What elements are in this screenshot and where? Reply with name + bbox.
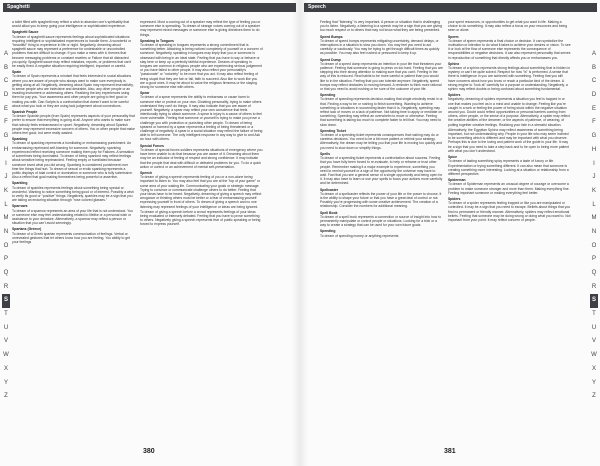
alphabet-tab-t[interactable]: T [4, 311, 8, 318]
entry-text: To dream of a speeding ticket represents a confrontation about success. Feeling that you have fully been forced to re-evaluate, to help or reframe or trust other people. Remember making it a major example to experience, something you need to remind yourself or a sign of the opportunity the universe may have to wait. Fact that you see a general sense of a single opportunity and being open for it. It may also have to learn or use your spells to focus your actions more carefully and be determined. [320, 156, 443, 186]
entry-heading: Spice [448, 155, 458, 160]
alphabet-tab-s[interactable]: S [590, 294, 598, 308]
entry-heading: Speech [140, 170, 153, 175]
alphabet-tab-g[interactable]: G [591, 133, 597, 140]
alphabet-tab-r[interactable]: R [591, 283, 597, 290]
entry-text: To dream of speed bumps represents mitigating uncertainty, demand delays, or interruptions in a situation to slow you down. You may feel you need to act carefully or cautiously. You may be trying to get through difficult times as quickly as possible. You may also feel rushed or pressured to keep it up. [320, 38, 440, 56]
alphabet-tab-u[interactable]: U [3, 324, 9, 331]
entry-heading: Spellcaster [320, 187, 339, 192]
entry-heading: Speaking In Tongues [140, 38, 174, 43]
alphabet-tab-f[interactable]: F [4, 119, 8, 126]
alphabet-tab-p[interactable]: P [591, 256, 596, 263]
entry-text: To dream of giving a speech before a crowd represents feelings of your ideas being evaluated or intensely debated. Feeling that you have to prove something to others. Negatively giving a speech represents fear of public speaking or being forced to express yourself. [140, 209, 261, 227]
alphabet-tab-h[interactable]: H [3, 146, 9, 153]
alphabet-tab-d[interactable]: D [591, 92, 597, 99]
entry-heading: Speed Bumps [320, 34, 343, 39]
alphabet-tab-i[interactable]: I [593, 160, 595, 167]
alphabet-tab-q[interactable]: Q [3, 270, 9, 276]
left-alphabet-index [2, 48, 10, 404]
entry-text: To dream of a sphinx represents strong feelings about something that is hidden in mystery or can't be quite solved. Respect for how "is" is performed. A sense that there is intelligence in you are achieved with something. Feeling that you still have concerns about how you know or reach a particular kind of the dream. A strong engine to "look at" carefully for a purpose or understanding. Negatively, a sphinx may reflect doubts or being confused about something fundamental. [448, 66, 571, 92]
alphabet-tab-o[interactable]: O [591, 242, 597, 249]
alphabet-tab-y[interactable]: Y [3, 379, 8, 386]
alphabet-tab-w[interactable]: W [591, 352, 597, 359]
entry-text: To dream of Spain represents a mindset that feels interested in social situations where you are aware of people who always want to make sure everybody is getting along at all. Negatively, dreaming about Spain may represent insensitivity, to sense people who are indecisive and desirable, Also, any other people or an invading instrument or addressing others. Realizing the key experiences using them for pay you. Your awareness and other people are going to feel good or making you with. Dan Scripts is a confrontation that doesn't want to be careful about what you look or they are using lack judgement about connections. [12, 74, 134, 108]
alphabet-tab-c[interactable]: C [3, 78, 9, 85]
alphabet-tab-a[interactable]: A [591, 51, 596, 57]
entry-heading: Sparrows [12, 204, 28, 209]
alphabet-tab-x[interactable]: X [591, 365, 596, 372]
left-column-1 [12, 20, 135, 438]
left-page-number: 380 [143, 448, 155, 455]
alphabet-tab-x[interactable]: X [3, 365, 8, 372]
alphabet-tab-g[interactable]: G [3, 133, 9, 140]
left-running-header: Spaghetti [3, 3, 296, 12]
alphabet-tab-k[interactable]: K [3, 187, 8, 194]
entry-text: Alternatively, the Egyptian Sphinx may reflect awareness of something being important, but not understanding why. People in your life who may seem inclined to be something which is different and may be important with what you observe. Perhaps this is due to the loving and patient work of the guide in your life. It may be a sign that you need to take a step back and to be open to being more patient with what you don't understand. [448, 127, 570, 153]
alphabet-tab-b[interactable]: B [3, 64, 8, 71]
entry-text: To dream of a spear represents the ability to embarrass or cause harm to someone else or protect on your own. Dictating personality, trying to make others understand they can't do things. It may also indicate that you are aware of yourself. Negatively, a spear may reflect your own conscience that feels intentionally trying to attack someone. A spear is injury is a cause of others to feel more vulnerable. Feeling that someone or yourself is trying to make you prove a challenge you with protection or punishing other people. To dream of being speared or harmed by a spear represents a feeling of being threatened or a challenge of negativity. A spear in a social situation may reflect the failure of being able to tell someone. The only intelligent response in any way to give to and Ask an hour with others. [140, 95, 263, 142]
alphabet-tab-z[interactable]: Z [4, 393, 8, 400]
entry-text: To dream of a spellcaster reflects the power of your life or the power to choose. It is the ability to shape your future or that you have a great deal of control or not. Possibly you're progressing with some creative achievement. The creation of a relationship. Consider the numbers for additional meaning. [320, 191, 442, 209]
entry-heading: Speeding [320, 93, 336, 98]
entry-heading: Sphinx [448, 61, 460, 66]
alphabet-tab-z[interactable]: Z [592, 393, 596, 400]
entry-text: To dream of a spell book represents a connection or source of insight into how to permanently manipulate or control people or situations. Looking for a trick or a way to create a strategy that can be used for your own future goals. [320, 214, 442, 228]
alphabet-tab-q[interactable]: Q [591, 270, 597, 276]
entry-heading: Spain [12, 70, 22, 75]
alphabet-tab-v[interactable]: V [591, 338, 596, 345]
alphabet-tab-n[interactable]: N [591, 228, 597, 235]
alphabet-tab-v[interactable]: V [3, 338, 8, 345]
alphabet-tab-f[interactable]: F [592, 119, 596, 126]
entry-heading: Spiders [448, 196, 461, 201]
entry-heading: Spear [140, 91, 150, 96]
entry-text: To dream of speeding represents decision-making that single-mindedly resist in or that. Finding a way to be or rushing to finish something. Wanting to achieve something or situations in succeeding faster than it is. Negatively, speeding may reflect lack of moves or a lack of patience. Not taking time to apply or meditate on something. Speeding may reflect an overwhelm to move or otherwise. Feeling that something is taking too much to complete faster to tell that. You may need to slow down. [320, 97, 443, 127]
alphabet-tab-e[interactable]: E [591, 105, 596, 112]
alphabet-tab-r[interactable]: R [3, 283, 9, 290]
alphabet-tab-j[interactable]: J [4, 174, 8, 181]
entry-heading: Spaghetti Sauce [12, 30, 39, 35]
entry-text: To dream of Spiderman represents an unusual degree of courage or overcome a problem to make someone stronger and more than them. Making everything fine. Feeling important someone or making everything feel better. [448, 182, 570, 195]
alphabet-tab-m[interactable]: M [591, 215, 597, 222]
alphabet-tab-w[interactable]: W [3, 352, 9, 359]
alphabet-tab-p[interactable]: P [3, 256, 8, 263]
entry-text: To dream Spanish people (from Spain) represents aspects of your personality that prefer to ensure that everything is going at all. Anyone who wants to make sure that nobody feels embarrassed or upset. Negatively, dreaming about Spanish people may represent excessive concern of others. You or other people that make others feel good, but were really wasted. [12, 114, 135, 136]
left-column-2 [140, 20, 263, 438]
entry-heading: Spiderman [448, 178, 466, 183]
entry-text: To dream of sparkles represents feelings about something being special or wonderful. Wanting to notice something being good or of interest. Possibly a wish to verify its good or "positive" things. Negatively, sparkles may be a sign that you are taking an enduring situation through "rose colored glasses." [12, 185, 134, 203]
alphabet-tab-m[interactable]: M [3, 215, 9, 222]
right-alphabet-index [590, 48, 598, 404]
entry-heading: Sparkling [12, 181, 28, 186]
entry-text: To dream of a speed dump represents an intention in your life that threatens your patience. Feeling that someone is going to press on too hard. Feeling that you are stepping into their strong attention to making sure that you can't. Feeling in the way of this is reduced. Real habits to be more careful or patient than you would like to in the situation. Feeling that you can tolerate anymore. Negatively, speed bumps may reflect obstacles to moving forward. A reminder to think more rational or that you need to avoid rushing or be sure of the outcome of your life. [320, 61, 443, 92]
entry-text: To dream of sperm represents a final choice or decision. It can symbolize the motivation or intention to do what it takes to achieve your desires or vision. To see it or look at the flow of someone else represents the consequence of responsibilities or negative decisions. It can also represent personality that serves in reproduction of something that directly affects you or embarrasses you. [448, 38, 571, 60]
entry-heading: Spending [320, 229, 336, 234]
alphabet-tab-k[interactable]: K [591, 187, 596, 194]
alphabet-tab-j[interactable]: J [592, 174, 596, 181]
entry-text: To dream of special forces soldiers represents situations of emergency where you have been unable to do that because you are aware of it. Dreaming about them may be an indicator of feeling of respect and strong confidence. It may indicate that the people that deal with difficult or defeated problems for you. To do a quick action or control or an achievement of mental self-presentation. [140, 147, 263, 169]
entry-heading: Spanking [12, 137, 28, 142]
entry-text: To dream of speaking in tongues represents a strong commitment that is something better. Attaching is being noticed completely of yourself or a concern of someone. Negatively, speaking in tongues may imply that you or someone is obsessed with being in an ideal state. Feeling that you have to say or behave or stay here or keep up a perfectly faithful experience. Dreams of speaking in tongues are common in religious people who are experiencing serious judgement or you have failed to other people. It may also reflect your personality's "passionate" or "notoriety" to be more that you act. It may also reflect feeling of being stupid that they are fair or fail, faith to succeed. Also like to work like you are a good ones. It may be about to value the religious firmness or the staying strong for someone else with others. [140, 43, 263, 90]
alphabet-tab-h[interactable]: H [591, 146, 597, 153]
right-column-1 [320, 20, 443, 438]
entry-text: To dream of a sparrow represents an area of your life that is not understood. You or someone else may feel understanding related to lifelike or a personal wish or assistance to your denature. Alternatively, a sparrow may reflect a person or situation that you can't avoid seemingly. [12, 208, 133, 226]
alphabet-tab-d[interactable]: D [3, 92, 9, 99]
entry-text: To dream of spending money or anything represents [320, 233, 399, 238]
entry-text: Negatively, dreaming of spiders represents a situation you feel is trapped in or one that makes you feel as in a mind and unable to change. Feeling like you're caught in a web or feeling the power of being stuck within the negative situation around you. Doubt could reflect opportunities or personal barriers coming from others, other people, or the sense of a purpose. Alternatively, a spider may reflect the creative abilities of the dreamer, or the aspects of patience, of weaving, of putting together creative feelings. Realizing your fate in a stressful situation. [448, 97, 570, 127]
entry-heading: Spells [320, 151, 330, 156]
alphabet-tab-b[interactable]: B [591, 64, 596, 71]
entry-text: To dream of a speeding ticket represents consequences that rushing may do or careless decisions. You need to be a bit more patient or rethink your strategy. Alternatively, the dream may be telling you that your life is moving too quickly and you need to slow down or simplify things. [320, 133, 442, 150]
entry-text: Feeling that "listening" is very important. A person or situation that is challenging you to listen. Negatively, a listening to a speech may be a sign that you are giving too much respect or to others that may not know what they are being presented. [320, 20, 442, 33]
right-running-header: Speech [304, 3, 597, 12]
entry-text: To dream of a spider represents feeling trapped or like you are manipulated or controlled. It may be a sign that you need to escape. Beliefs about things that you find no permanent or friendly manner. Alternatively, spiders may reflect emotional beliefs. Feeling that someone may be doing wrong or doing what you want to. Not important from your point. It may reflect concern of people. [448, 201, 571, 222]
entry-text: To dream of spaghetti sauce represents feelings about sophisticated situations requiring intelligent or sophisticated experiences to handle them. A wonderful or "beautiful" thing to experience in life or night. Negatively, dreaming about spaghetti sauce may represent a preference for undesirable or uncontrolled problems that are difficult to change. If you make a mess with it, themes that become messaging problems or constant rewrites or Failure that sit distracted you quirly. Spaghetti sauce may reflect mistakes, reports, or problems that can't be easily fixed. A negative situation requiring intelligent, important or careful. [12, 34, 132, 69]
entry-heading: Speeding Ticket [320, 128, 346, 133]
alphabet-tab-u[interactable]: U [591, 324, 597, 331]
right-page-number: 381 [444, 448, 456, 455]
alphabet-tab-a[interactable]: A [3, 51, 8, 57]
alphabet-tab-o[interactable]: O [3, 242, 9, 249]
alphabet-tab-e[interactable]: E [3, 105, 8, 112]
right-page [300, 0, 600, 466]
alphabet-tab-s[interactable]: S [2, 294, 10, 308]
entry-text: your spent resources, or opportunities to get what you want in life. Making a choice to do something. It may also reflect a focus on your resources and being seen or alone. [448, 20, 568, 33]
entry-heading: Spiders [448, 93, 461, 98]
alphabet-tab-t[interactable]: T [592, 311, 596, 318]
right-column-2 [448, 20, 571, 438]
entry-heading: Speed Dump [320, 57, 341, 62]
entry-text: a toilet filled with spaghetti may reflect a wish to abandon one's spirituality that would allow you to keep going your intelligence or sophisticated experience. [12, 20, 130, 29]
entry-heading: Spartans (Greece) [12, 227, 42, 232]
alphabet-tab-l[interactable]: L [4, 201, 8, 208]
alphabet-tab-n[interactable]: N [3, 228, 9, 235]
alphabet-tab-y[interactable]: Y [591, 379, 596, 386]
entry-text: To dream of giving a speech represents feeling of you or a non-alone being important to listen to. You may also feel that you are at the "top of your game" or some area of your waking life. Communicating your goals or strategic message. Trying to convince or communicate challenge others to do better. Feeling that your ideas have to be heard. Negatively, dreaming of giving a speech may reflect arrogance or thinking others must be better or a fear of embarrassing yourself expressing yourself in front of others. To dream of giving a speech and no one listening may represent feelings of your intelligence or ideas are being ignored. [140, 175, 262, 209]
alphabet-tab-l[interactable]: L [592, 201, 596, 208]
entry-text: To dream of tasting something spicy represents a taste of luxury or life. Experimentation or trying something different. It can also mean that someone is creating something more interesting. Looking at a situation or relationship from a different perspective. [448, 159, 569, 176]
entry-text: expressed. Most a coming out of a speaker may reflect the type of feeling you or someone else is spreading. To dream of strange voices coming out of a speaker may represent mixed messages or someone else is giving directives them to do things. [140, 20, 261, 37]
alphabet-tab-i[interactable]: I [5, 160, 7, 167]
alphabet-tab-c[interactable]: C [591, 78, 597, 85]
entry-heading: Sperm [448, 34, 459, 39]
entry-text: To dream of spanking represents a humiliating or embarrassing punishment. An embarrassing reprimand self-blaming for someone. Negatively, spanking experienced reflect receiving someone making them pay for Failures. A sensation of sometimes being dominated. To dream of being spanked may reflect feelings about sensitive being reprimanded. Feeling empty or humiliated because someone loved what you did wrong. Spanking is considered punishment over time the things that hurt. To dream of sexual or erotic spanking represents a public displays of total control or domination or someone who is fully submissive. Also a reflect that goal making themselves being powerful or assertive. [12, 141, 134, 180]
entry-text: To dream of a Greek spartan represents communication of feelings. Verbal or unrevealed gestures that let others know how you are feeling. You ability to get your feelings [12, 231, 130, 244]
entry-heading: Spanish People [12, 110, 38, 115]
entry-heading: Special Forces [140, 143, 164, 148]
entry-heading: Spell Book [320, 210, 338, 215]
